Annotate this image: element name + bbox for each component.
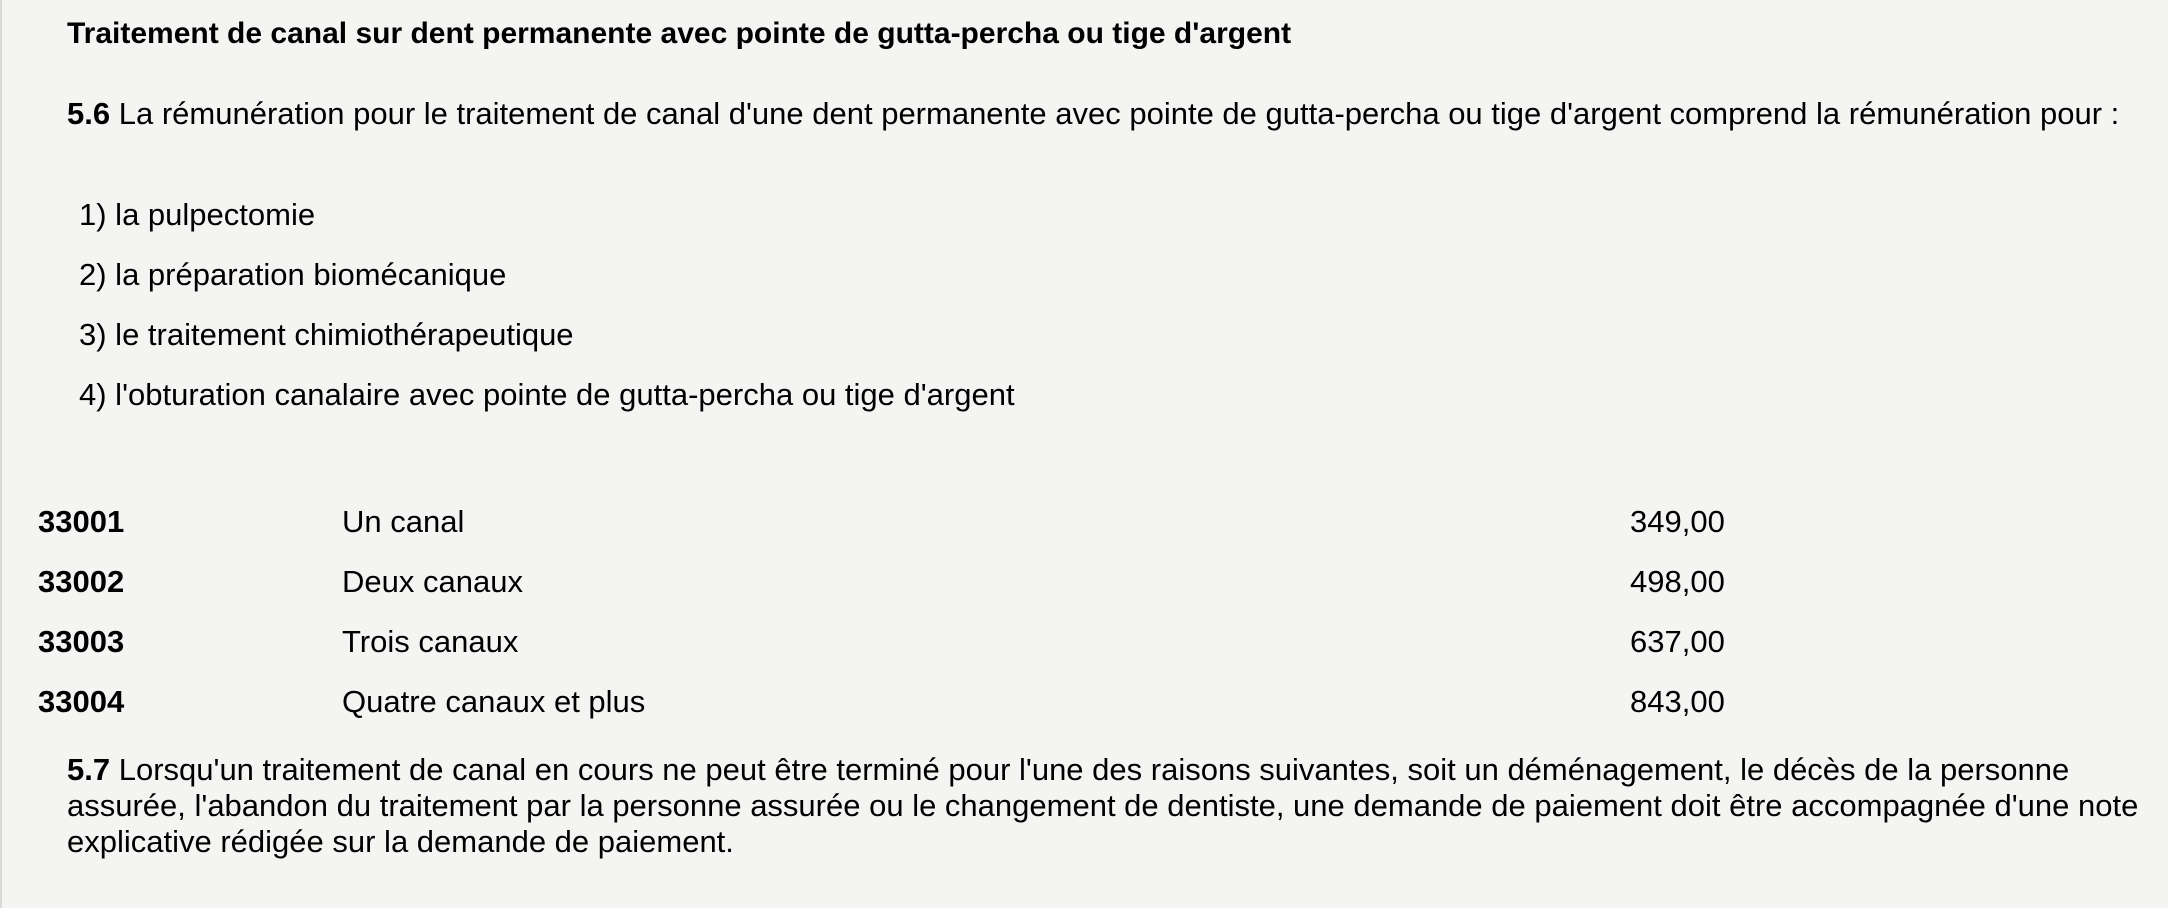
list-item: 3) le traitement chimiothérapeutique — [79, 317, 574, 352]
fee-row — [0, 502, 2168, 542]
section-heading: Traitement de canal sur dent permanente avec pointe de gutta-percha ou tige d'argent — [67, 17, 1292, 50]
left-border — [0, 0, 2, 908]
fee-description: Quatre canaux et plus — [342, 684, 646, 719]
fee-description: Deux canaux — [342, 564, 523, 599]
paragraph-number: 5.6 — [67, 96, 111, 131]
fee-amount: 843,00 — [1630, 684, 1725, 719]
fee-code: 33004 — [38, 684, 125, 719]
paragraph-number: 5.7 — [67, 752, 111, 787]
fee-description: Un canal — [342, 504, 465, 539]
fee-amount: 637,00 — [1630, 624, 1725, 659]
paragraph-5-7 — [67, 752, 2147, 860]
list-item: 2) la préparation biomécanique — [79, 257, 507, 292]
fee-row — [0, 622, 2168, 662]
paragraph-5-6 — [67, 96, 2147, 132]
list-item: 1) la pulpectomie — [79, 197, 316, 232]
fee-code: 33001 — [38, 504, 125, 539]
fee-description: Trois canaux — [342, 624, 519, 659]
fee-code: 33003 — [38, 624, 125, 659]
paragraph-text: La rémunération pour le traitement de canal d'une dent permanente avec pointe de gutta-percha ou tige d'argent comprend la rémunération pour : — [118, 96, 2120, 131]
fee-code: 33002 — [38, 564, 125, 599]
fee-row — [0, 562, 2168, 602]
fee-amount: 349,00 — [1630, 504, 1725, 539]
list-item: 4) l'obturation canalaire avec pointe de gutta-percha ou tige d'argent — [79, 377, 1015, 412]
paragraph-text: Lorsqu'un traitement de canal en cours ne peut être terminé pour l'une des raisons suivantes, soit un déménagement, le décès de la personne assurée, l'abandon du traitement par la personne assurée ou le changement de dentiste, une demande de paiement doit être accompagnée d'une note explicative rédigée sur la demande de paiement. — [67, 752, 2139, 859]
fee-row — [0, 682, 2168, 722]
fee-amount: 498,00 — [1630, 564, 1725, 599]
